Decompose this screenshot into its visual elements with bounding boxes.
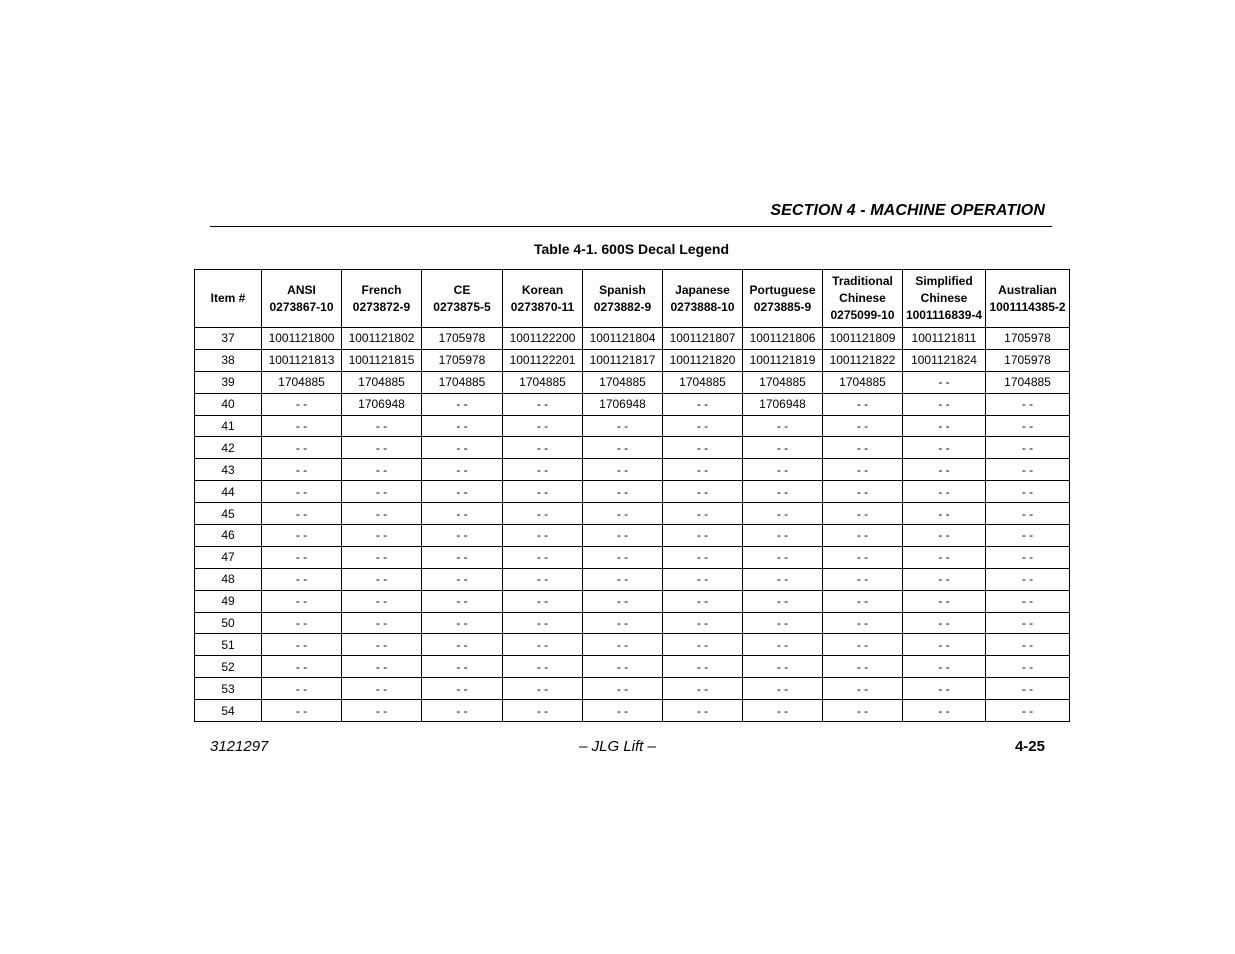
decal-number-cell: - - (903, 525, 986, 547)
decal-number-cell: - - (823, 656, 903, 678)
column-header-line: 0273875-5 (433, 299, 491, 314)
decal-number-cell: - - (503, 459, 583, 481)
decal-number-cell: - - (342, 700, 422, 722)
decal-number-cell: 1001122201 (503, 349, 583, 371)
decal-number-cell: - - (583, 459, 663, 481)
decal-number-cell: - - (503, 481, 583, 503)
table-row (195, 349, 1070, 371)
decal-number-cell: - - (583, 612, 663, 634)
item-number-cell: 49 (195, 590, 262, 612)
decal-number-cell: - - (342, 546, 422, 568)
table-row (195, 481, 1070, 503)
decal-number-cell: - - (743, 503, 823, 525)
column-header-line: 1001116839-4 (905, 308, 983, 322)
decal-number-cell: - - (583, 590, 663, 612)
decal-number-cell: - - (503, 568, 583, 590)
decal-number-cell: - - (903, 700, 986, 722)
item-number-cell: 53 (195, 678, 262, 700)
column-header-line: French (361, 282, 402, 297)
decal-number-cell: - - (743, 481, 823, 503)
table-row (195, 459, 1070, 481)
column-header-line: 0275099-10 (830, 308, 895, 322)
decal-number-cell: - - (262, 525, 342, 547)
decal-number-cell: 1706948 (342, 393, 422, 415)
decal-number-cell: - - (503, 503, 583, 525)
publisher-name: – JLG Lift – (579, 738, 656, 755)
table-row (195, 568, 1070, 590)
column-header-line: 0273885-9 (753, 299, 812, 314)
decal-number-cell: 1001121800 (262, 328, 342, 350)
column-header-line: Item # (210, 291, 246, 305)
decal-number-cell: - - (262, 590, 342, 612)
decal-number-cell: - - (986, 481, 1070, 503)
decal-number-cell: - - (422, 612, 503, 634)
column-header (823, 270, 903, 328)
decal-number-cell: - - (342, 656, 422, 678)
column-header-line: 0273888-10 (670, 299, 735, 314)
section-title: SECTION 4 - MACHINE OPERATION (770, 202, 1045, 219)
decal-number-cell: - - (903, 568, 986, 590)
column-header (743, 270, 823, 328)
decal-number-cell: - - (342, 612, 422, 634)
decal-number-cell: - - (422, 634, 503, 656)
decal-number-cell: - - (663, 525, 743, 547)
decal-number-cell: - - (583, 700, 663, 722)
decal-number-cell: - - (342, 459, 422, 481)
decal-number-cell: - - (503, 656, 583, 678)
decal-number-cell: - - (903, 393, 986, 415)
decal-number-cell: - - (903, 634, 986, 656)
decal-number-cell: - - (503, 393, 583, 415)
decal-number-cell: - - (663, 415, 743, 437)
decal-number-cell: - - (823, 590, 903, 612)
decal-number-cell: - - (503, 634, 583, 656)
decal-number-cell: - - (823, 612, 903, 634)
decal-number-cell: 1001121811 (903, 328, 986, 350)
decal-number-cell: - - (262, 546, 342, 568)
table-row (195, 656, 1070, 678)
decal-number-cell: 1706948 (743, 393, 823, 415)
decal-number-cell: - - (743, 634, 823, 656)
decal-number-cell: - - (986, 503, 1070, 525)
decal-number-cell: - - (986, 459, 1070, 481)
decal-number-cell: - - (743, 437, 823, 459)
item-number-cell: 43 (195, 459, 262, 481)
column-header-line: Japanese (675, 282, 730, 297)
decal-number-cell: - - (986, 415, 1070, 437)
decal-number-cell: - - (422, 678, 503, 700)
item-number-cell: 52 (195, 656, 262, 678)
decal-number-cell: - - (823, 678, 903, 700)
item-number-cell: 41 (195, 415, 262, 437)
table-row (195, 678, 1070, 700)
decal-number-cell: 1001121809 (823, 328, 903, 350)
item-number-cell: 37 (195, 328, 262, 350)
decal-number-cell: - - (903, 612, 986, 634)
decal-number-cell: - - (743, 568, 823, 590)
decal-number-cell: - - (903, 678, 986, 700)
decal-number-cell: - - (583, 568, 663, 590)
decal-number-cell: 1705978 (986, 349, 1070, 371)
decal-number-cell: - - (823, 459, 903, 481)
decal-number-cell: - - (823, 393, 903, 415)
decal-number-cell: 1001121819 (743, 349, 823, 371)
decal-number-cell: 1001121807 (663, 328, 743, 350)
decal-number-cell: - - (903, 481, 986, 503)
decal-number-cell: - - (823, 700, 903, 722)
decal-number-cell: - - (503, 590, 583, 612)
decal-number-cell: 1001121802 (342, 328, 422, 350)
page-number: 4-25 (1014, 738, 1045, 755)
item-number-cell: 54 (195, 700, 262, 722)
decal-number-cell: - - (986, 525, 1070, 547)
decal-number-cell: - - (743, 546, 823, 568)
column-header (986, 270, 1070, 328)
column-header-line: Portuguese (749, 282, 816, 297)
decal-number-cell: - - (903, 415, 986, 437)
decal-number-cell: - - (823, 546, 903, 568)
column-header-line: 0273882-9 (593, 299, 652, 314)
item-number-cell: 46 (195, 525, 262, 547)
column-header (422, 270, 503, 328)
decal-number-cell: - - (583, 656, 663, 678)
table-row (195, 328, 1070, 350)
column-header-line: 0273867-10 (269, 299, 334, 314)
table-row (195, 525, 1070, 547)
decal-number-cell: - - (583, 546, 663, 568)
decal-number-cell: 1001121815 (342, 349, 422, 371)
decal-number-cell: 1704885 (823, 371, 903, 393)
decal-number-cell: - - (903, 371, 986, 393)
decal-number-cell: 1704885 (342, 371, 422, 393)
item-number-cell: 40 (195, 393, 262, 415)
decal-number-cell: - - (583, 525, 663, 547)
doc-number: 3121297 (210, 738, 269, 755)
decal-number-cell: - - (342, 481, 422, 503)
table-body (195, 328, 1070, 722)
decal-number-cell: 1704885 (503, 371, 583, 393)
decal-number-cell: - - (663, 612, 743, 634)
table-row (195, 437, 1070, 459)
decal-number-cell: - - (342, 525, 422, 547)
decal-number-cell: - - (663, 481, 743, 503)
column-header-line: Spanish (599, 282, 646, 297)
decal-number-cell: - - (986, 612, 1070, 634)
decal-number-cell: - - (262, 481, 342, 503)
decal-number-cell: - - (503, 437, 583, 459)
column-header-line: Simplified (915, 274, 973, 288)
decal-number-cell: - - (262, 415, 342, 437)
decal-number-cell: 1001121822 (823, 349, 903, 371)
decal-number-cell: - - (503, 546, 583, 568)
decal-number-cell: - - (663, 700, 743, 722)
decal-number-cell: - - (422, 546, 503, 568)
decal-number-cell: - - (583, 678, 663, 700)
decal-number-cell: - - (262, 612, 342, 634)
decal-number-cell: - - (342, 437, 422, 459)
decal-number-cell: - - (903, 546, 986, 568)
decal-number-cell: - - (262, 459, 342, 481)
decal-number-cell: - - (743, 656, 823, 678)
decal-number-cell: - - (986, 678, 1070, 700)
column-header (583, 270, 663, 328)
decal-number-cell: - - (903, 503, 986, 525)
decal-number-cell: - - (342, 415, 422, 437)
decal-number-cell: - - (422, 568, 503, 590)
decal-number-cell: - - (422, 459, 503, 481)
decal-number-cell: - - (342, 634, 422, 656)
decal-number-cell: 1704885 (422, 371, 503, 393)
decal-number-cell: - - (422, 503, 503, 525)
decal-number-cell: - - (422, 437, 503, 459)
item-number-cell: 50 (195, 612, 262, 634)
decal-number-cell: - - (823, 481, 903, 503)
decal-number-cell: 1001121824 (903, 349, 986, 371)
table-row (195, 371, 1070, 393)
item-number-cell: 44 (195, 481, 262, 503)
decal-number-cell: - - (342, 590, 422, 612)
header-rule (210, 226, 1052, 227)
decal-number-cell: - - (986, 437, 1070, 459)
decal-number-cell: - - (422, 656, 503, 678)
decal-number-cell: - - (663, 437, 743, 459)
table-row (195, 612, 1070, 634)
decal-number-cell: - - (823, 568, 903, 590)
decal-number-cell: - - (743, 612, 823, 634)
decal-number-cell: - - (986, 700, 1070, 722)
decal-number-cell: - - (503, 415, 583, 437)
decal-number-cell: - - (342, 678, 422, 700)
decal-number-cell: - - (663, 590, 743, 612)
item-number-cell: 45 (195, 503, 262, 525)
decal-number-cell: 1705978 (422, 349, 503, 371)
decal-number-cell: - - (743, 525, 823, 547)
decal-number-cell: - - (583, 503, 663, 525)
item-number-cell: 47 (195, 546, 262, 568)
decal-number-cell: - - (903, 437, 986, 459)
decal-number-cell: - - (986, 634, 1070, 656)
decal-number-cell: - - (422, 481, 503, 503)
table-row (195, 546, 1070, 568)
decal-number-cell: 1704885 (743, 371, 823, 393)
decal-number-cell: - - (503, 525, 583, 547)
decal-number-cell: - - (422, 590, 503, 612)
column-header (663, 270, 743, 328)
column-header-line: 0273872-9 (352, 299, 411, 314)
table-row (195, 590, 1070, 612)
column-header-line: Korean (521, 282, 564, 297)
decal-number-cell: - - (986, 393, 1070, 415)
decal-number-cell: - - (262, 503, 342, 525)
decal-number-cell: - - (903, 656, 986, 678)
decal-number-cell: - - (422, 700, 503, 722)
decal-number-cell: - - (823, 503, 903, 525)
column-header-line: Traditional (832, 274, 893, 288)
decal-number-cell: - - (743, 459, 823, 481)
decal-number-cell: - - (743, 678, 823, 700)
column-header (195, 270, 262, 328)
column-header-line: CE (453, 282, 471, 297)
column-header (262, 270, 342, 328)
decal-number-cell: 1001121813 (262, 349, 342, 371)
decal-number-cell: - - (583, 634, 663, 656)
decal-number-cell: - - (663, 393, 743, 415)
decal-number-cell: 1001121806 (743, 328, 823, 350)
decal-number-cell: - - (903, 459, 986, 481)
decal-number-cell: 1704885 (262, 371, 342, 393)
decal-number-cell: - - (583, 415, 663, 437)
decal-number-cell: - - (503, 612, 583, 634)
decal-number-cell: 1705978 (422, 328, 503, 350)
decal-number-cell: - - (986, 590, 1070, 612)
table-row (195, 503, 1070, 525)
column-header-line: 0273870-11 (510, 299, 575, 314)
decal-number-cell: - - (583, 481, 663, 503)
decal-number-cell: - - (986, 546, 1070, 568)
decal-number-cell: 1001121820 (663, 349, 743, 371)
column-header-line: Australian (998, 282, 1057, 297)
table-row (195, 634, 1070, 656)
column-header-line: ANSI (287, 282, 316, 297)
decal-number-cell: - - (663, 546, 743, 568)
table-header-row (195, 270, 1070, 328)
decal-number-cell: - - (663, 503, 743, 525)
decal-number-cell: 1704885 (583, 371, 663, 393)
decal-number-cell: - - (262, 678, 342, 700)
decal-number-cell: - - (262, 393, 342, 415)
column-header-line: 1001114385-2 (989, 299, 1066, 314)
decal-number-cell: - - (663, 678, 743, 700)
decal-number-cell: - - (503, 700, 583, 722)
decal-number-cell: 1705978 (986, 328, 1070, 350)
column-header-line: Chinese (920, 291, 968, 305)
item-number-cell: 51 (195, 634, 262, 656)
decal-number-cell: - - (422, 415, 503, 437)
decal-number-cell: - - (986, 656, 1070, 678)
column-header (342, 270, 422, 328)
decal-number-cell: - - (262, 656, 342, 678)
decal-number-cell: - - (422, 393, 503, 415)
item-number-cell: 39 (195, 371, 262, 393)
decal-number-cell: 1704885 (663, 371, 743, 393)
decal-number-cell: - - (422, 525, 503, 547)
decal-number-cell: 1001122200 (503, 328, 583, 350)
decal-number-cell: - - (503, 678, 583, 700)
table-row (195, 700, 1070, 722)
decal-number-cell: - - (262, 634, 342, 656)
decal-legend-table (194, 269, 1070, 722)
decal-number-cell: 1001121804 (583, 328, 663, 350)
item-number-cell: 38 (195, 349, 262, 371)
decal-number-cell: - - (823, 437, 903, 459)
table-row (195, 393, 1070, 415)
decal-number-cell: - - (663, 656, 743, 678)
decal-number-cell: - - (583, 437, 663, 459)
item-number-cell: 42 (195, 437, 262, 459)
column-header (903, 270, 986, 328)
decal-number-cell: - - (743, 590, 823, 612)
decal-number-cell: - - (903, 590, 986, 612)
decal-number-cell: 1706948 (583, 393, 663, 415)
decal-number-cell: - - (663, 568, 743, 590)
decal-number-cell: - - (823, 634, 903, 656)
decal-number-cell: - - (743, 700, 823, 722)
decal-number-cell: - - (262, 437, 342, 459)
decal-number-cell: - - (823, 525, 903, 547)
decal-number-cell: - - (986, 568, 1070, 590)
item-number-cell: 48 (195, 568, 262, 590)
column-header (503, 270, 583, 328)
decal-number-cell: 1704885 (986, 371, 1070, 393)
column-header-line: Chinese (839, 291, 886, 305)
decal-number-cell: - - (743, 415, 823, 437)
decal-number-cell: - - (262, 568, 342, 590)
table-row (195, 415, 1070, 437)
decal-number-cell: - - (342, 503, 422, 525)
decal-number-cell: - - (663, 459, 743, 481)
decal-number-cell: - - (663, 634, 743, 656)
decal-number-cell: - - (342, 568, 422, 590)
decal-number-cell: - - (823, 415, 903, 437)
decal-number-cell: 1001121817 (583, 349, 663, 371)
table-caption: Table 4-1. 600S Decal Legend (533, 241, 730, 257)
decal-number-cell: - - (262, 700, 342, 722)
